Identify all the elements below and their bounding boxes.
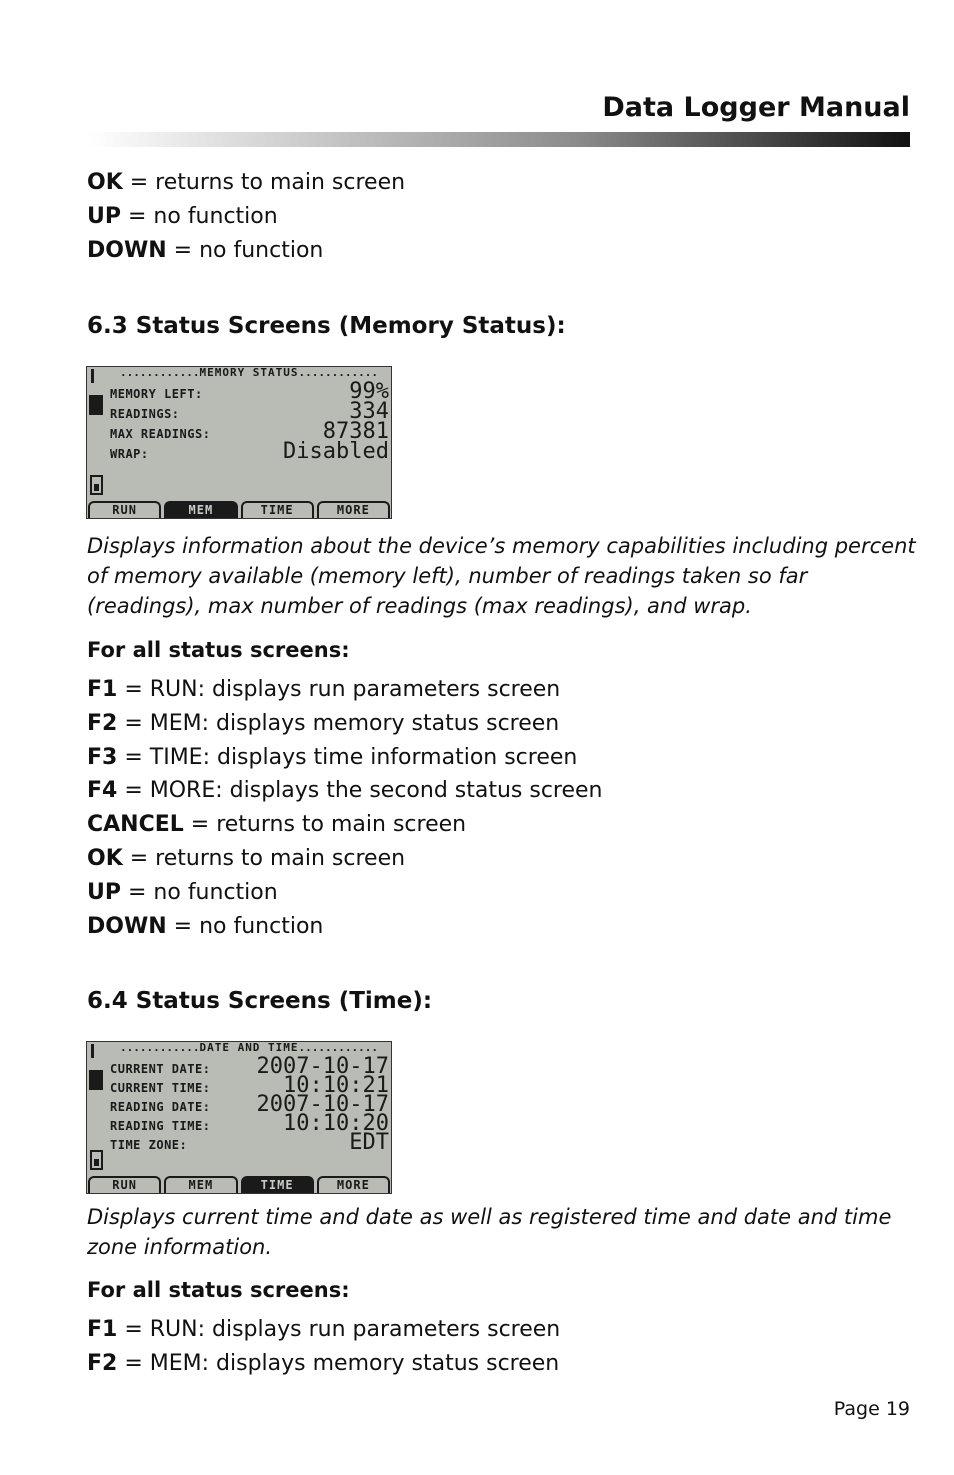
screen-row	[110, 439, 389, 464]
tab-run: RUN	[88, 1176, 161, 1193]
screen-title: ..... DATE AND TIME .....	[109, 1042, 389, 1054]
tab-time: TIME	[241, 1176, 314, 1193]
key-desc: = returns to main screen	[183, 812, 467, 838]
key-name: DOWN	[87, 237, 167, 263]
key-line	[87, 673, 603, 707]
row-label: READING DATE:	[110, 1100, 211, 1114]
tab-mem: MEM	[164, 501, 237, 518]
key-desc: = MORE: displays the second status screen	[117, 778, 603, 804]
section-title-time: 6.4 Status Screens (Time):	[87, 988, 433, 1014]
status-key-list	[87, 673, 603, 943]
screen-row	[110, 1130, 389, 1155]
status-screens-subhead: For all status screens:	[87, 638, 350, 662]
row-label: READING TIME:	[110, 1119, 211, 1133]
row-label: TIME ZONE:	[110, 1138, 188, 1152]
key-desc: = MEM: displays memory status screen	[117, 1350, 560, 1376]
key-line	[87, 1313, 560, 1347]
section-title-memory-status: 6.3 Status Screens (Memory Status):	[87, 313, 566, 339]
row-value: 10:10:21	[283, 1073, 389, 1098]
status-key-list-2	[87, 1313, 560, 1381]
battery-icon	[90, 1150, 103, 1170]
key-line	[87, 200, 405, 234]
row-value: 99%	[349, 379, 389, 404]
header-title: Data Logger Manual	[602, 92, 910, 123]
key-line	[87, 910, 603, 944]
key-line	[87, 234, 405, 268]
key-desc: = no function	[166, 237, 324, 263]
screen-tabs	[88, 1176, 390, 1193]
key-line	[87, 808, 603, 842]
key-desc: = MEM: displays memory status screen	[117, 710, 560, 736]
key-name: F1	[87, 677, 118, 702]
row-value: 2007-10-17	[256, 1092, 389, 1117]
screen-title: ..... MEMORY STATUS .....	[109, 367, 389, 379]
tab-mem: MEM	[164, 1176, 237, 1193]
key-name: F4	[87, 778, 118, 804]
key-name: OK	[87, 845, 123, 871]
page-number: Page 19	[833, 1398, 910, 1420]
key-name: OK	[87, 170, 123, 195]
top-key-list	[87, 166, 405, 267]
tab-time: TIME	[241, 501, 314, 518]
screen-row	[110, 1111, 389, 1136]
key-desc: = RUN: displays run parameters screen	[117, 1317, 561, 1342]
row-label: READINGS:	[110, 407, 180, 421]
memory-icon	[89, 1070, 103, 1090]
key-line	[87, 774, 603, 808]
screen-tabs	[88, 501, 390, 518]
pin-icon	[91, 369, 99, 383]
key-line	[87, 166, 405, 200]
row-value: Disabled	[283, 439, 389, 464]
key-name: F2	[87, 1350, 118, 1376]
key-desc: = TIME: displays time information screen	[117, 744, 578, 770]
key-line	[87, 1347, 560, 1381]
row-label: MAX READINGS:	[110, 427, 211, 441]
pin-icon	[91, 1044, 99, 1058]
key-desc: = RUN: displays run parameters screen	[117, 677, 561, 702]
time-status-screen	[86, 1041, 392, 1194]
key-desc: = no function	[121, 879, 278, 905]
key-name: F3	[87, 744, 118, 770]
row-value: 10:10:20	[283, 1111, 389, 1136]
row-label: CURRENT TIME:	[110, 1081, 211, 1095]
key-desc: = returns to main screen	[122, 845, 406, 871]
row-label: CURRENT DATE:	[110, 1062, 211, 1076]
key-name: UP	[87, 879, 121, 905]
key-desc: = returns to main screen	[122, 170, 406, 195]
key-desc: = no function	[121, 203, 278, 229]
key-line	[87, 876, 603, 910]
row-value: 2007-10-17	[256, 1054, 389, 1079]
key-desc: = no function	[166, 913, 324, 939]
key-name: DOWN	[87, 913, 167, 939]
key-name: UP	[87, 203, 121, 229]
row-value: 87381	[322, 419, 389, 444]
key-name: CANCEL	[87, 812, 184, 838]
tab-run: RUN	[88, 501, 161, 518]
memory-status-screen	[86, 366, 392, 519]
time-status-caption: Displays current time and date as well as registered time and date and time zone information.	[87, 1205, 892, 1259]
screen-row	[110, 379, 389, 404]
row-value: EDT	[349, 1130, 389, 1155]
header-gradient-rule	[88, 132, 910, 147]
tab-more: MORE	[317, 1176, 390, 1193]
memory-status-caption: Displays information about the device’s memory capabilities including percent of memory available (memory left), number of readings taken so far (readings), max number of readings (max readings), and wrap.	[87, 534, 916, 618]
key-line	[87, 842, 603, 876]
key-line	[87, 707, 603, 741]
key-line	[87, 741, 603, 775]
status-screens-subhead-2: For all status screens:	[87, 1278, 350, 1302]
row-label: MEMORY LEFT:	[110, 387, 203, 401]
row-value: 334	[349, 399, 389, 424]
tab-more: MORE	[317, 501, 390, 518]
battery-icon	[90, 475, 103, 495]
key-name: F1	[87, 1317, 118, 1342]
key-name: F2	[87, 710, 118, 736]
memory-icon	[89, 395, 103, 415]
row-label: WRAP:	[110, 447, 149, 461]
